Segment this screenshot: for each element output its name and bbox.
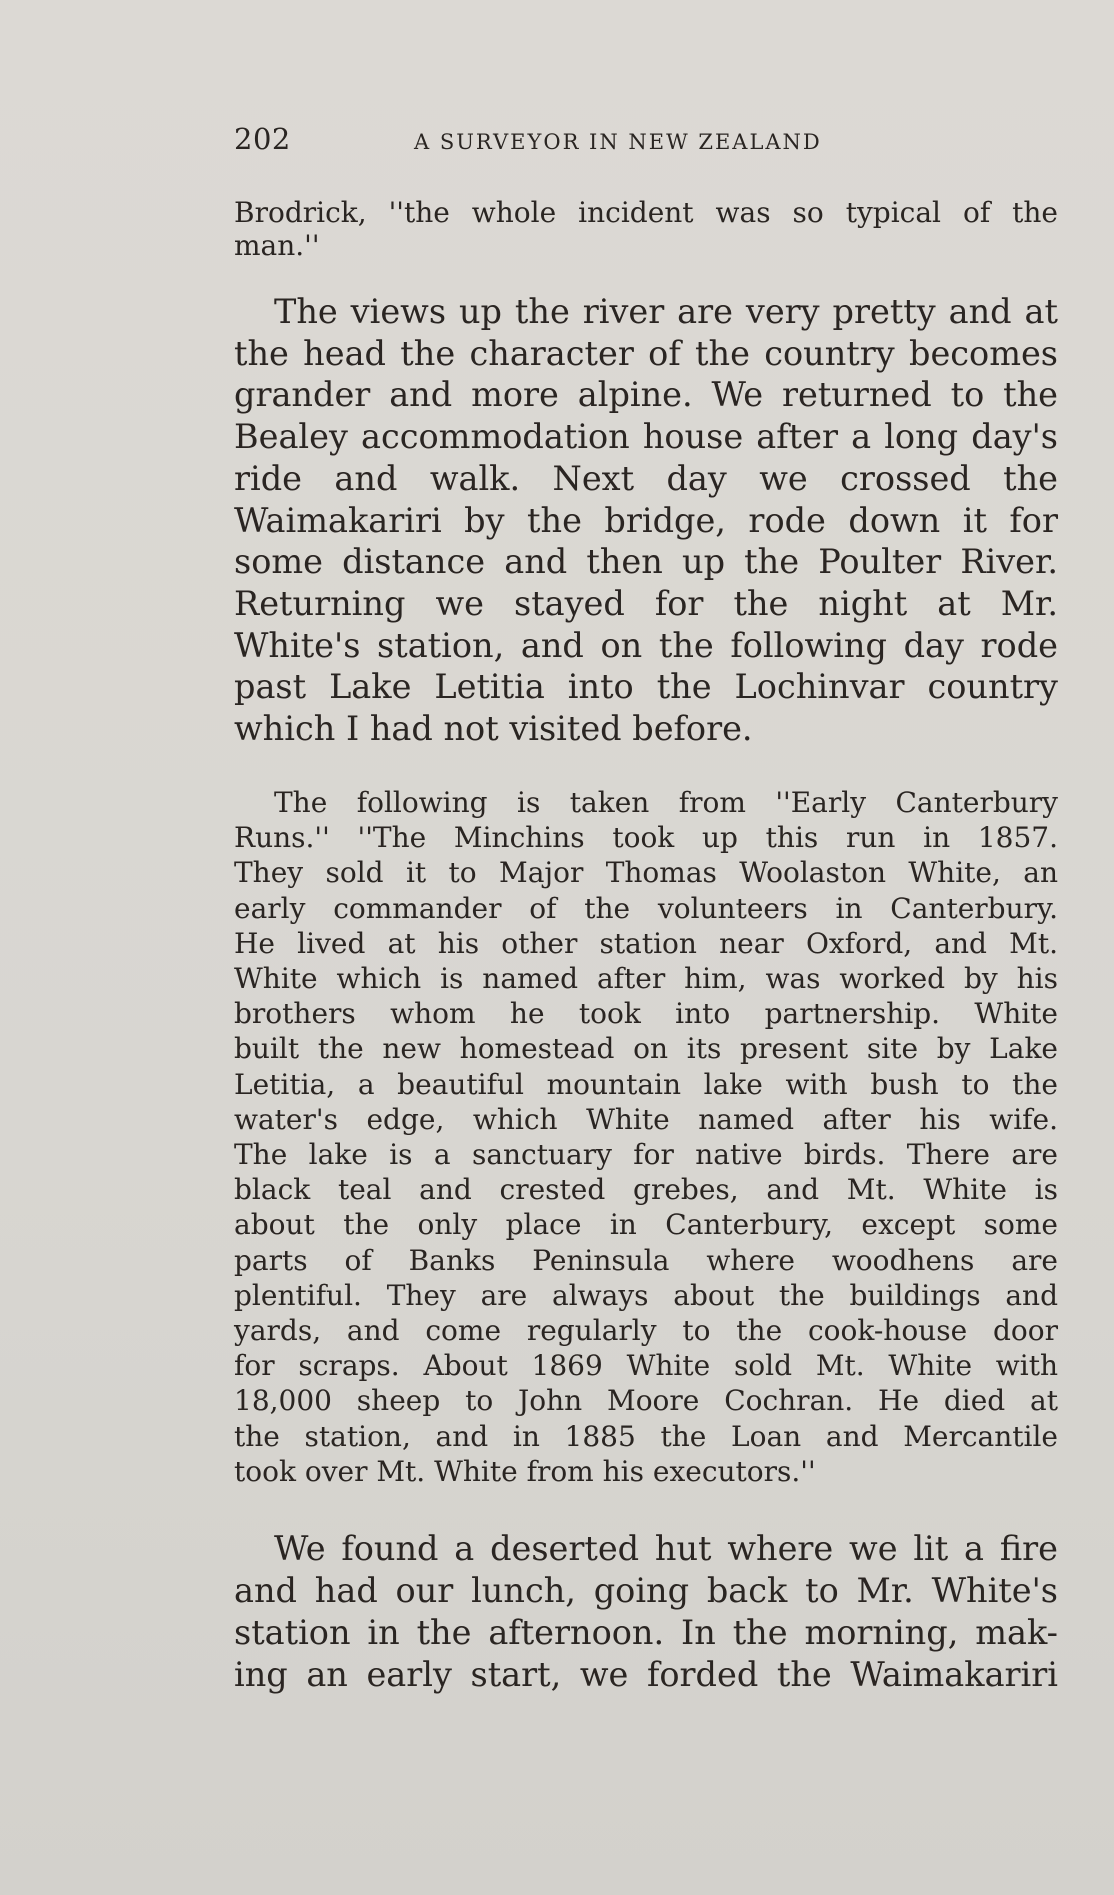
main-paragraph [234,291,1058,750]
text-line: The following is taken from ''Early Canterbury [274,786,1058,819]
text-line: which I had not visited before. [234,709,753,749]
text-line: The lake is a sanctuary for native birds. There are [234,1138,1058,1172]
continuation-paragraph [234,196,1058,262]
page-number: 202 [234,122,291,156]
text-line: He lived at his other station near Oxford, and Mt. [234,926,1058,960]
text-line: and had our lunch, going back to Mr. White's [234,1571,1058,1610]
text-line: White's station, and on the following day rode [234,625,1058,665]
text-line: early commander of the volunteers in Canterbury. [234,891,1058,925]
running-head: A SURVEYOR IN NEW ZEALAND [414,130,822,154]
text-line: Bealey accommodation house after a long day's [234,417,1058,457]
text-line: station in the afternoon. In the morning, mak- [234,1613,1058,1652]
text-line: man.'' [234,229,320,262]
text-line: The views up the river are very pretty and at [274,292,1058,331]
text-line: brothers whom he took into partnership. White [234,997,1058,1031]
text-line: We found a deserted hut where we lit a fire [274,1529,1058,1568]
quoted-paragraph [234,785,1058,1489]
text-line: Brodrick, ''the whole incident was so typical of the [234,196,1058,229]
text-line: They sold it to Major Thomas Woolaston White, an [234,856,1058,890]
text-line: the head the character of the country becomes [234,333,1058,373]
text-line: grander and more alpine. We returned to the [234,375,1058,415]
text-line: black teal and crested grebes, and Mt. White is [234,1173,1058,1207]
text-line: White which is named after him, was worked by his [234,962,1058,996]
text-line: ing an early start, we forded the Waimakariri [234,1655,1058,1694]
text-line: the station, and in 1885 the Loan and Mercantile [234,1419,1058,1453]
text-line: Returning we stayed for the night at Mr. [234,583,1058,623]
text-line: ride and walk. Next day we crossed the [234,458,1058,498]
text-line: built the new homestead on its present site by Lake [234,1032,1058,1066]
text-line: Waimakariri by the bridge, rode down it for [234,500,1058,540]
text-line: some distance and then up the Poulter River. [234,542,1058,582]
text-line: about the only place in Canterbury, except some [234,1208,1058,1242]
text-line: 18,000 sheep to John Moore Cochran. He died at [234,1384,1058,1418]
text-line: Runs.'' ''The Minchins took up this run in 1857. [234,821,1058,855]
final-paragraph [234,1528,1058,1696]
text-line: took over Mt. White from his executors.'' [234,1454,816,1488]
text-line: water's edge, which White named after his wife. [234,1102,1058,1136]
text-line: plentiful. They are always about the buildings and [234,1278,1058,1312]
text-line: for scraps. About 1869 White sold Mt. White with [234,1349,1058,1383]
text-line: past Lake Letitia into the Lochinvar country [234,667,1058,707]
page-header [234,118,1060,158]
text-line: yards, and come regularly to the cook-house door [234,1314,1058,1348]
text-line: parts of Banks Peninsula where woodhens are [234,1243,1058,1277]
text-line: Letitia, a beautiful mountain lake with bush to the [234,1067,1058,1101]
